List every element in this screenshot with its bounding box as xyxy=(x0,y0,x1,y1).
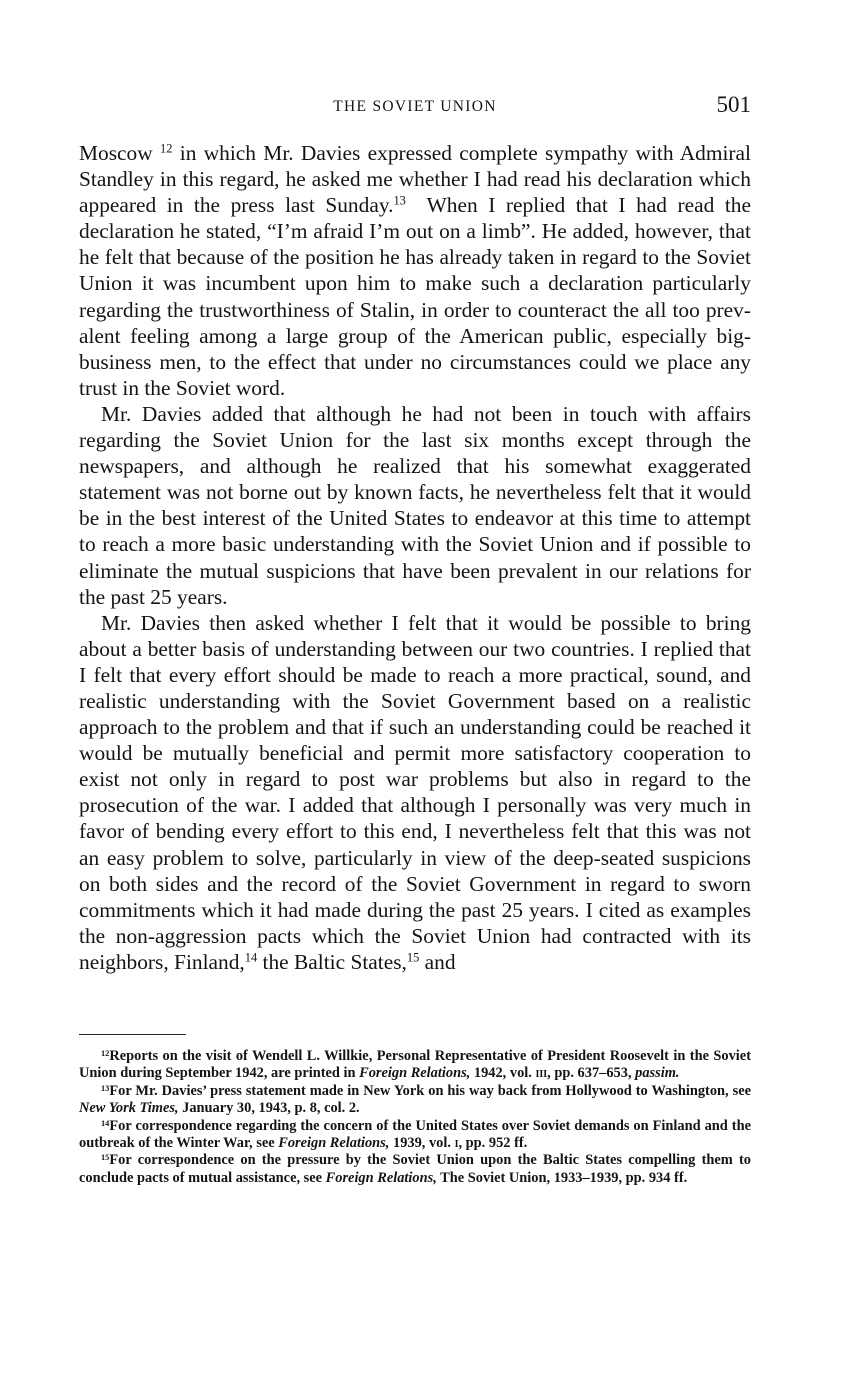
footnote-text: For correspondence on the pressure by the Soviet Union upon the Baltic States compelling them to conclude pacts of mutual assistance, see xyxy=(79,1152,751,1186)
footnote-text: , pp. 952 ff. xyxy=(458,1135,528,1152)
footnote-text: , pp. 637–653, xyxy=(547,1065,632,1082)
footnote-ref-14: 14 xyxy=(244,950,258,965)
footnote-ref-15: 15 xyxy=(406,950,420,965)
paragraph-3-text-a: Mr. Davies then asked whether I felt that it would be possible to bring about a better basis of understanding between our two countries. I replied that I felt that every effort should be made to reach a more practical, sound, and realistic understanding with the Soviet Government based on a realistic approach to the problem and that if such an understanding could be reached it would be mutually beneficial and permit more satisfactory cooperation to exist not only in regard to post war problems but also in regard to the prosecution of the war. I added that although I personally was very much in favor of bending every effort to this end, I nevertheless felt that this was not an easy problem to solve, particularly in view of the deep-seated suspicions on both sides and the record of the Soviet Government in regard to sworn commitments which it had made during the past 25 years. I cited as examples the non-aggression pacts which the Soviet Union had contracted with its neighbors, Finland, xyxy=(79,610,751,974)
paragraph-3-text-b: the Baltic States, xyxy=(262,949,407,974)
paragraph-1-text-b: in which Mr. Davies expressed complete sympathy with Admiral Standley in this regard, he asked me whether I had read his declaration which appeared in the press last Sunday. xyxy=(79,141,751,218)
footnote-number: 12 xyxy=(101,1048,110,1058)
footnote-text: For correspondence regarding the concern of the United States over Soviet demands on Finland and the outbreak of the Winter War, see xyxy=(79,1117,751,1152)
footnote-ref-13: 13 xyxy=(393,193,406,208)
page-header xyxy=(79,94,751,124)
paragraph-3-text-c: and xyxy=(424,949,456,974)
footnote-ref-12: 12 xyxy=(160,141,173,156)
footnote-text: For Mr. Davies’ press statement made in New York on his way back from Hollywood to Washington, see xyxy=(109,1082,751,1099)
footnote-title: New York Times, xyxy=(79,1100,179,1117)
footnote-volume: iii xyxy=(535,1065,548,1082)
footnote-text: The Soviet Union, 1933–1939, pp. 934 ff. xyxy=(440,1169,688,1186)
footnote-text: January 30, 1943, p. 8, col. 2. xyxy=(182,1100,360,1117)
footnote-title: Foreign Relations, xyxy=(278,1135,390,1152)
footnote-volume: i xyxy=(454,1135,459,1152)
footnote-12 xyxy=(79,1048,751,1083)
footnote-title: Foreign Relations, xyxy=(325,1169,437,1186)
footnote-text: Reports on the visit of Wendell L. Willkie, Personal Representative of President Roosevelt in the Soviet Union during September 1942, are printed in xyxy=(79,1048,751,1082)
footnote-15 xyxy=(79,1152,751,1187)
paragraph-1-text-a: Moscow xyxy=(79,141,153,165)
footnote-number: 15 xyxy=(101,1153,110,1163)
paragraph-3 xyxy=(79,610,751,975)
footnote-13 xyxy=(79,1083,751,1118)
paragraph-1-text-c: When I replied that I had read the declaration he stated, “I’m afraid I’m out on a limb”. He added, however, that he felt that because of the position he has already taken in regard to the Soviet Union it was incumbent upon him to make such a declaration particularly regarding the trustworthiness of Stalin, in order to counteract the all too prevalent feeling among a large group of the American public, especially big-business men, to the effect that under no circumstances could we place any trust in the Soviet word. xyxy=(79,193,751,400)
page-number: 501 xyxy=(716,92,751,117)
body-text xyxy=(79,140,751,975)
footnotes xyxy=(79,1048,751,1187)
paragraph-1 xyxy=(79,140,751,401)
paragraph-2: Mr. Davies added that although he had not been in touch with affairs regarding the Soviet Union for the last six months except through the newspapers, and although he realized that his somewhat exaggerated statement was not borne out by known facts, he nevertheless felt that it would be in the best interest of the United States to endeavor at this time to attempt to reach a more basic understanding with the Soviet Union and if possible to eliminate the mutual suspicions that have been prevalent in our relations for the past 25 years. xyxy=(79,401,751,609)
footnote-title: Foreign Relations, xyxy=(359,1065,471,1082)
footnote-number: 13 xyxy=(101,1083,110,1093)
footnote-title: passim. xyxy=(635,1065,680,1082)
footnote-text: 1942, vol. xyxy=(473,1065,532,1082)
footnote-14 xyxy=(79,1118,751,1153)
footnote-text: 1939, vol. xyxy=(393,1135,451,1152)
footnote-number: 14 xyxy=(101,1118,110,1128)
footnote-rule xyxy=(79,1034,186,1035)
running-head: THE SOVIET UNION xyxy=(333,98,497,115)
